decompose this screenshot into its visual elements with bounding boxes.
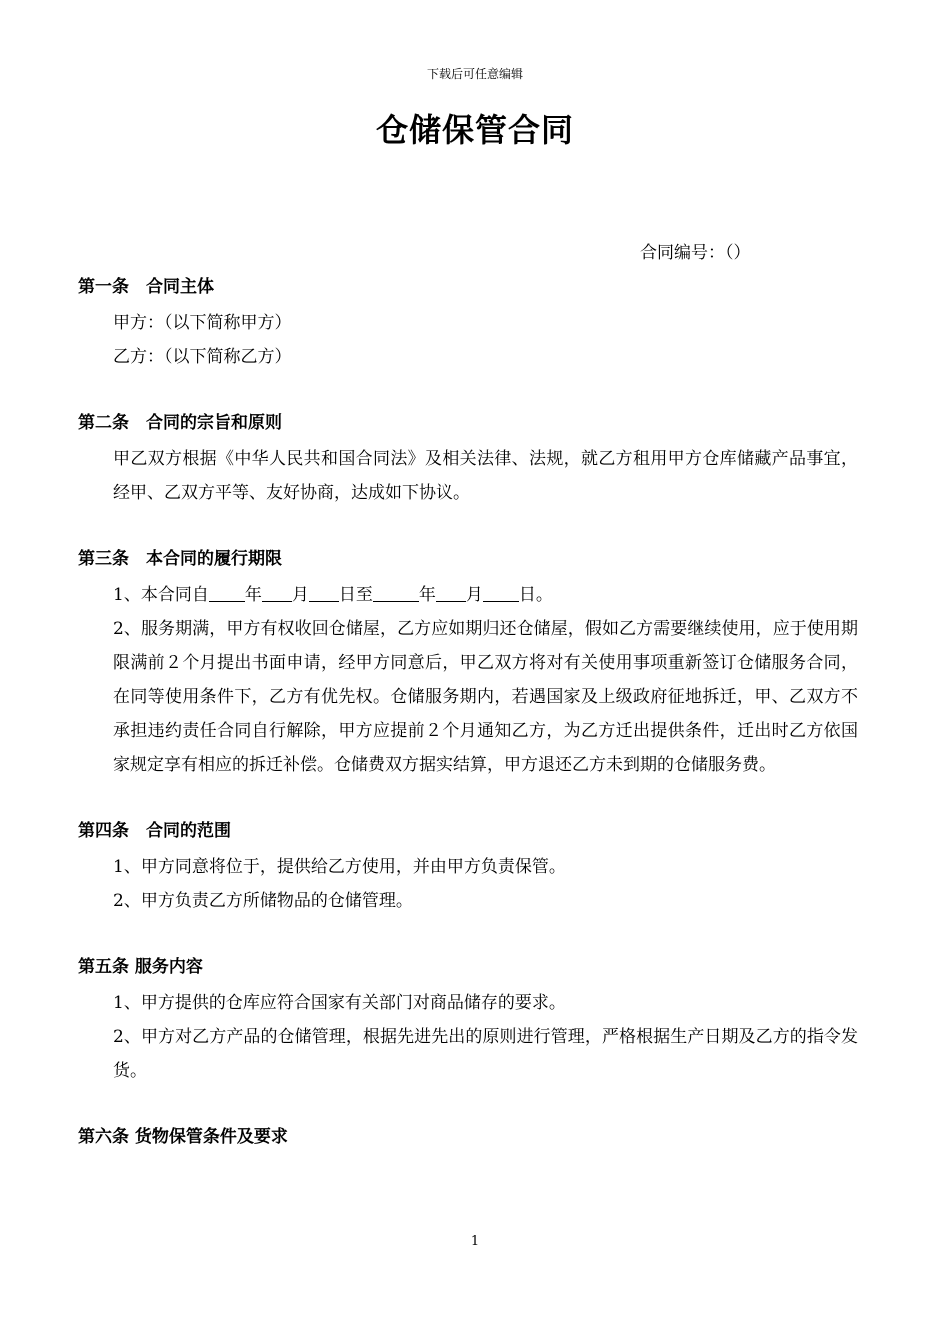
start-day-blank [309,583,339,602]
article-4-paragraph-2: 2、甲方负责乙方所储物品的仓储管理。 [113,891,413,911]
start-year-blank [209,583,245,602]
term-text: 1、本合同自 [113,585,209,605]
start-month-blank [262,583,292,602]
article-3-heading: 第三条 本合同的履行期限 [78,549,282,569]
contract-body [78,274,858,1150]
term-text: 日。 [518,585,553,605]
page-number: 1 [470,1234,480,1249]
term-dates-line [78,578,858,612]
article-4-heading: 第四条 合同的范围 [78,821,231,841]
article-2-paragraph: 甲乙双方根据《中华人民共和国合同法》及相关法律、法规，就乙方租用甲方仓库储藏产品事宜，经甲、乙双方平等、友好协商，达成如下协议。 [113,449,858,503]
article-4-paragraph-1: 1、甲方同意将位于，提供给乙方使用，并由甲方负责保管。 [113,857,566,877]
article-6-heading: 第六条 货物保管条件及要求 [78,1127,288,1147]
term-text: 月 [465,585,483,605]
end-day-blank [483,583,519,602]
article-3-paragraph-2: 2、服务期满，甲方有权收回仓储屋，乙方应如期归还仓储屋，假如乙方需要继续使用，应于使用期限满前２个月提出书面申请，经甲方同意后，甲乙双方将对有关使用事项重新签订仓储服务合同，在同等使用条件下，乙方有优先权。仓储服务期内，若遇国家及上级政府征地拆迁，甲、乙双方不承担违约责任合同自行解除，甲方应提前２个月通知乙方，为乙方迁出提供条件，迁出时乙方依国家规定享有相应的拆迁补偿。仓储费双方据实结算，甲方退还乙方未到期的仓储服务费。 [113,619,858,775]
article-5-paragraph-1: 1、甲方提供的仓库应符合国家有关部门对商品储存的要求。 [113,993,566,1013]
term-text: 日至 [338,585,373,605]
term-text: 年 [244,585,262,605]
article-5-paragraph-2: 2、甲方对乙方产品的仓储管理，根据先进先出的原则进行管理，严格根据生产日期及乙方的指令发货。 [113,1027,858,1081]
article-5-heading: 第五条 服务内容 [78,957,203,977]
header-note: 下载后可任意编辑 [426,67,523,81]
contract-number: 合同编号：（） [640,243,751,263]
term-text: 月 [291,585,309,605]
article-1-heading: 第一条 合同主体 [78,277,214,297]
end-month-blank [436,583,466,602]
article-2-heading: 第二条 合同的宗旨和原则 [78,413,282,433]
term-text: 年 [418,585,436,605]
party-a-line: 甲方：（以下简称甲方） [113,313,292,333]
end-year-blank [373,583,419,602]
party-b-line: 乙方：（以下简称乙方） [113,347,292,367]
document-title: 仓储保管合同 [375,111,574,149]
